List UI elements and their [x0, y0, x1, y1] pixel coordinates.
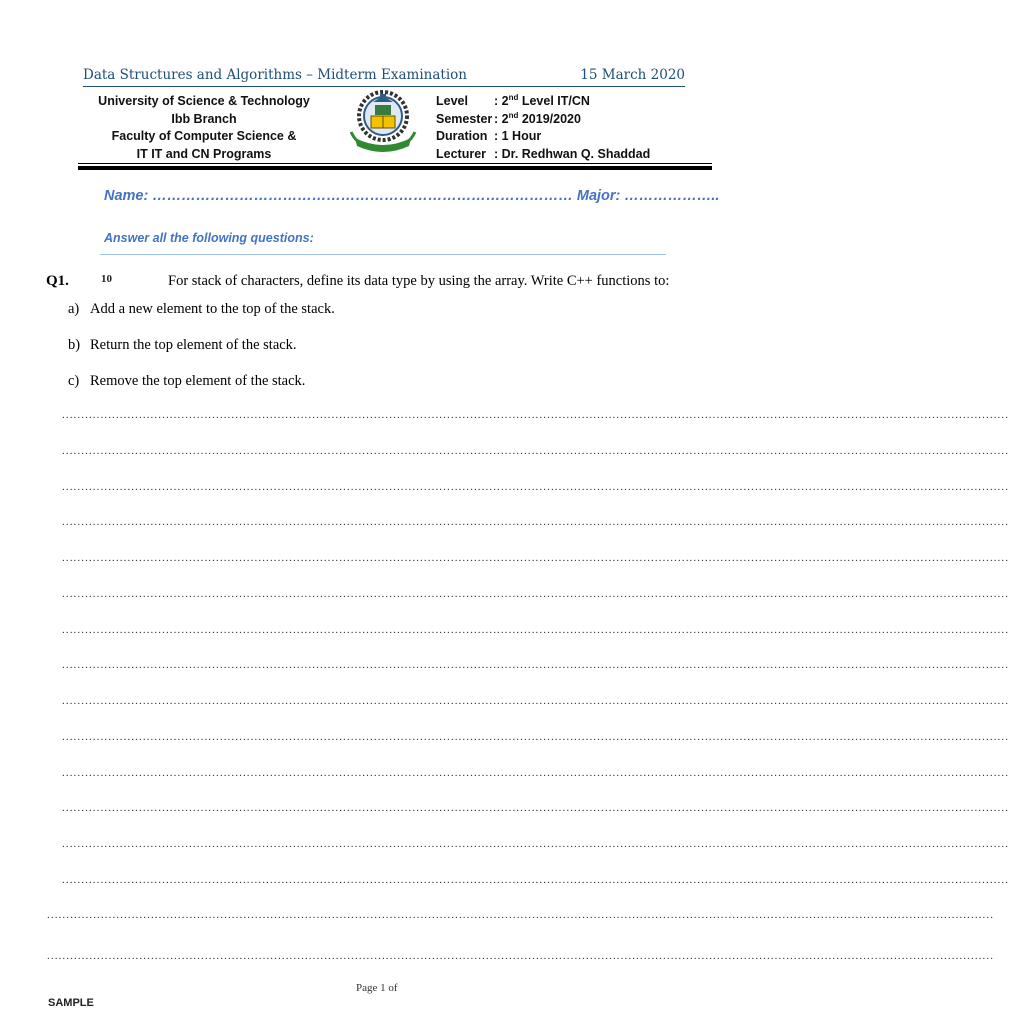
university-line: Ibb Branch: [171, 111, 237, 126]
semester-value-suffix: 2019/2020: [518, 111, 581, 126]
answer-line[interactable]: ......................................................................................................................................................................................................................................................: [62, 624, 1009, 636]
answer-line[interactable]: ......................................................................................................................................................................................................................................................: [62, 838, 1009, 850]
level-label: Level: [436, 94, 468, 108]
answer-line[interactable]: ......................................................................................................................................................................................................................................................: [62, 409, 1009, 421]
header-divider-thick: [78, 166, 712, 170]
part-text: Remove the top element of the stack.: [90, 373, 306, 389]
answer-line[interactable]: ......................................................................................................................................................................................................................................................: [62, 552, 1009, 564]
duration-value: : 1 Hour: [494, 129, 542, 143]
instructions: Answer all the following questions:: [104, 231, 314, 245]
semester-label: Semester: [436, 111, 493, 126]
answer-line[interactable]: ......................................................................................................................................................................................................................................................: [62, 445, 1009, 457]
university-line: IT IT and CN Programs: [136, 146, 272, 161]
semester-value: : 2: [494, 111, 509, 126]
name-major-field[interactable]: Name: …………………………………………………………………………… Major: ………………..: [104, 188, 720, 204]
part-text: Return the top element of the stack.: [90, 337, 297, 353]
answer-line[interactable]: ......................................................................................................................................................................................................................................................: [47, 950, 995, 962]
answer-line[interactable]: ......................................................................................................................................................................................................................................................: [62, 695, 1009, 707]
exam-info-block: [436, 93, 650, 163]
university-seal-icon: [349, 86, 417, 158]
answer-line[interactable]: ......................................................................................................................................................................................................................................................: [62, 767, 1009, 779]
question-text: For stack of characters, define its data type by using the array. Write C++ functions to:: [168, 273, 670, 289]
level-value: : 2: [494, 94, 509, 108]
header-divider-thin: [78, 163, 712, 164]
question-part: [68, 373, 305, 390]
semester-superscript: nd: [508, 110, 519, 120]
answer-line[interactable]: ......................................................................................................................................................................................................................................................: [62, 802, 1009, 814]
semester-row: [436, 111, 650, 129]
answer-line[interactable]: ......................................................................................................................................................................................................................................................: [62, 731, 1009, 743]
instructions-underline: [100, 254, 666, 255]
exam-title-row: [83, 66, 685, 87]
lecturer-value: : Dr. Redhwan Q. Shaddad: [494, 146, 651, 161]
duration-label: Duration: [436, 129, 488, 143]
answer-line[interactable]: ......................................................................................................................................................................................................................................................: [62, 659, 1009, 671]
question-marks: 10: [101, 273, 112, 285]
duration-row: [436, 128, 650, 146]
level-value-suffix: Level IT/CN: [518, 94, 590, 108]
part-text: Add a new element to the top of the stack.: [90, 301, 335, 317]
sample-mark: SAMPLE: [48, 997, 94, 1009]
answer-line[interactable]: ......................................................................................................................................................................................................................................................: [62, 874, 1009, 886]
level-row: [436, 93, 650, 111]
exam-title: Data Structures and Algorithms – Midterm Examination: [83, 67, 467, 83]
part-letter: b): [68, 337, 81, 353]
answer-line[interactable]: ......................................................................................................................................................................................................................................................: [47, 909, 995, 921]
answer-line[interactable]: ......................................................................................................................................................................................................................................................: [62, 516, 1009, 528]
university-line: Faculty of Computer Science &: [111, 129, 297, 143]
level-superscript: nd: [508, 92, 519, 102]
question-part: [68, 337, 297, 354]
university-line: University of Science & Technology: [98, 94, 310, 108]
answer-line[interactable]: ......................................................................................................................................................................................................................................................: [62, 481, 1009, 493]
question-part: [68, 301, 335, 318]
answer-line[interactable]: ......................................................................................................................................................................................................................................................: [62, 588, 1009, 600]
page-number: Page 1 of: [356, 982, 398, 994]
lecturer-row: [436, 146, 650, 164]
question-label: Q1.: [46, 273, 69, 289]
part-letter: c): [68, 373, 80, 389]
lecturer-label: Lecturer: [436, 146, 487, 161]
exam-date: 15 March 2020: [580, 67, 685, 83]
part-letter: a): [68, 301, 80, 317]
university-block: [82, 93, 326, 163]
